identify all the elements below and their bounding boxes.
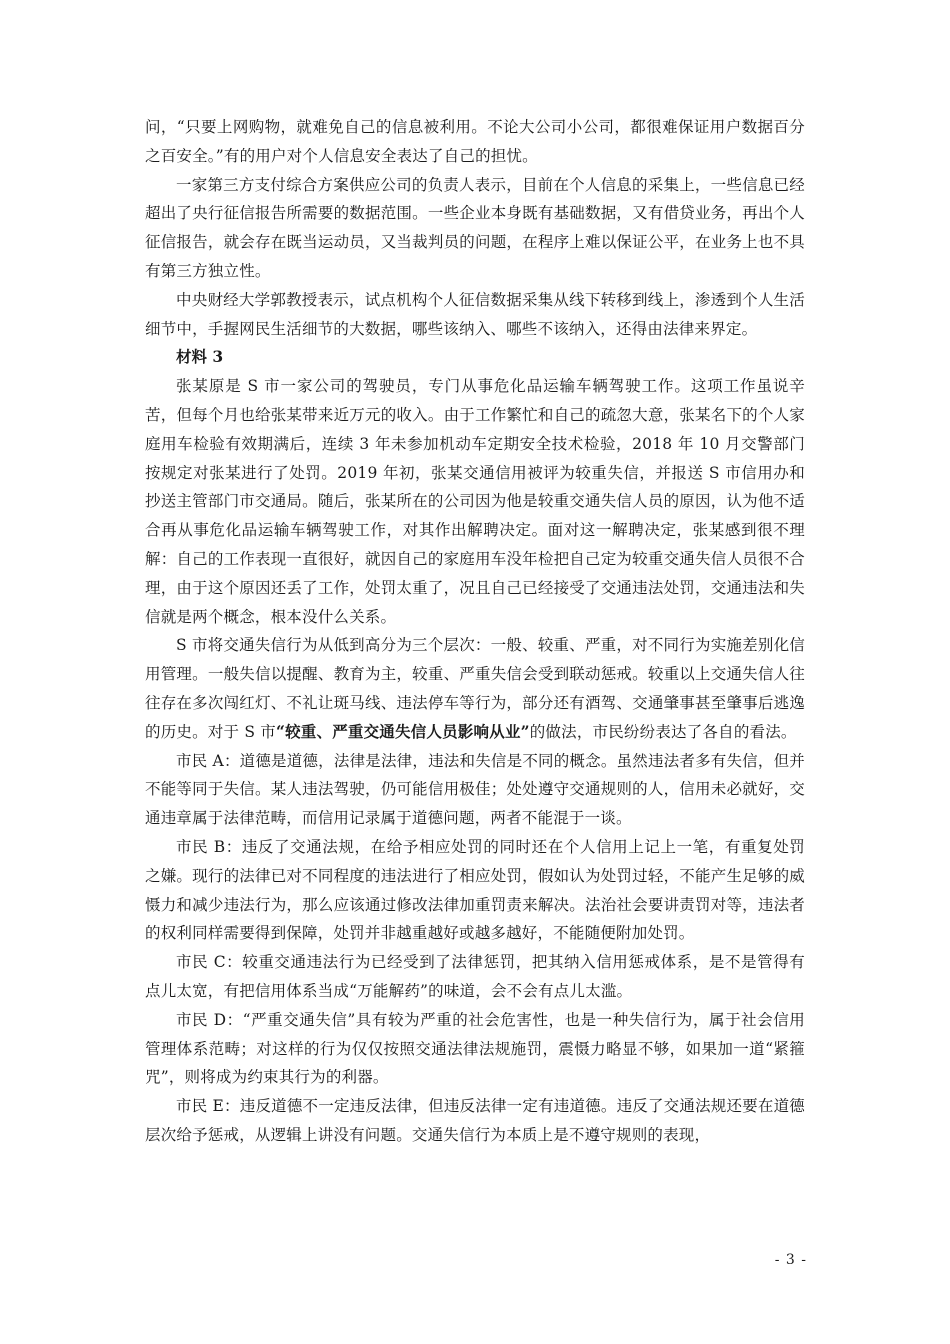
policy-text-end: 的做法，市民纷纷表达了各自的看法。 <box>529 722 797 741</box>
paragraph-zhang-case: 张某原是 S 市一家公司的驾驶员，专门从事危化品运输车辆驾驶工作。这项工作虽说辛苦，但每个月也给张某带来近万元的收入。由于工作繁忙和自己的疏忽大意，张某名下的个人家庭用车检验有效期满后，连续 3 年未参加机动车定期安全技术检验，2018 年 10 月交警部门按规定对张某进行了处罚。2019 年初，张某交通信用被评为较重失信，并报送 S 市信用办和抄送主管部门市交通局。随后，张某所在的公司因为他是较重交通失信人员的原因，认为他不适合再从事危化品运输车辆驾驶工作，对其作出解聘决定。面对这一解聘决定，张某感到很不理解：自己的工作表现一直很好，就因自己的家庭用车没年检把自己定为较重交通失信人员很不合理，由于这个原因还丢了工作，处罚太重了，况且自己已经接受了交通违法处罚，交通违法和失信就是两个概念，根本没什么关系。 <box>145 377 805 626</box>
paragraph-citizen-b: 市民 B：违反了交通法规，在给予相应处罚的同时还在个人信用上记上一笔，有重复处罚之嫌。现行的法律已对不同程度的违法进行了相应处罚，假如认为处罚过轻，不能产生足够的威慑力和减少违法行为，那么应该通过修改法律加重罚责来解决。法治社会要讲责罚对等，违法者的权利同样需要得到保障，处罚并非越重越好或越多越好，不能随便附加处罚。 <box>145 837 805 943</box>
policy-emphasis: “较重、严重交通失信人员影响从业” <box>275 721 530 741</box>
section-heading-material-3: 材料 3 <box>176 347 224 367</box>
policy-text-start: S 市将交通失信行为从低到高分为三个层次：一般、较重、严重，对不同行为实施差别化信用管理。一般失信以提醒、教育为主，较重、严重失信会受到联动惩戒。较重以上交通失信人往往存在多次闯红灯、不礼让斑马线、违法停车等行为，部分还有酒驾、交通肇事甚至肇事后逃逸的历史。对于 S 市 <box>145 636 805 741</box>
document-body <box>145 113 805 1150</box>
paragraph-s-city-policy <box>145 631 805 746</box>
paragraph-citizen-a: 市民 A：道德是道德，法律是法律，违法和失信是不同的概念。虽然违法者多有失信，但并不能等同于失信。某人违法驾驶，仍可能信用极佳；处处遵守交通规则的人，信用未必就好，交通违章属于法律范畴，而信用记录属于道德问题，两者不能混于一谈。 <box>145 751 805 828</box>
paragraph-payment-company: 一家第三方支付综合方案供应公司的负责人表示，目前在个人信息的采集上，一些信息已经超出了央行征信报告所需要的数据范围。一些企业本身既有基础数据，又有借贷业务，再出个人征信报告，就会存在既当运动员，又当裁判员的问题，在程序上难以保证公平，在业务上也不具有第三方独立性。 <box>145 175 805 280</box>
paragraph-citizen-c: 市民 C：较重交通违法行为已经受到了法律惩罚，把其纳入信用惩戒体系，是不是管得有点儿太宽，有把信用体系当成“万能解药”的味道，会不会有点儿太滥。 <box>145 953 805 1000</box>
paragraph-citizen-e: 市民 E：违反道德不一定违反法律，但违反法律一定有违道德。违反了交通法规还要在道德层次给予惩戒，从逻辑上讲没有问题。交通失信行为本质上是不遵守规则的表现， <box>145 1097 805 1144</box>
page-number: - 3 - <box>774 1252 807 1268</box>
paragraph-citizen-d: 市民 D：“严重交通失信”具有较为严重的社会危害性，也是一种失信行为，属于社会信用管理体系范畴；对这样的行为仅仅按照交通法律法规施罚，震慑力略显不够，如果加一道“紧箍咒”，则将成为约束其行为的利器。 <box>145 1010 805 1087</box>
paragraph-professor-guo: 中央财经大学郭教授表示，试点机构个人征信数据采集从线下转移到线上，渗透到个人生活细节中，手握网民生活细节的大数据，哪些该纳入、哪些不该纳入，还得由法律来界定。 <box>145 290 805 338</box>
paragraph-user-concern: 问，“只要上网购物，就难免自己的信息被利用。不论大公司小公司，都很难保证用户数据百分之百安全。”有的用户对个人信息安全表达了自己的担忧。 <box>145 118 805 165</box>
